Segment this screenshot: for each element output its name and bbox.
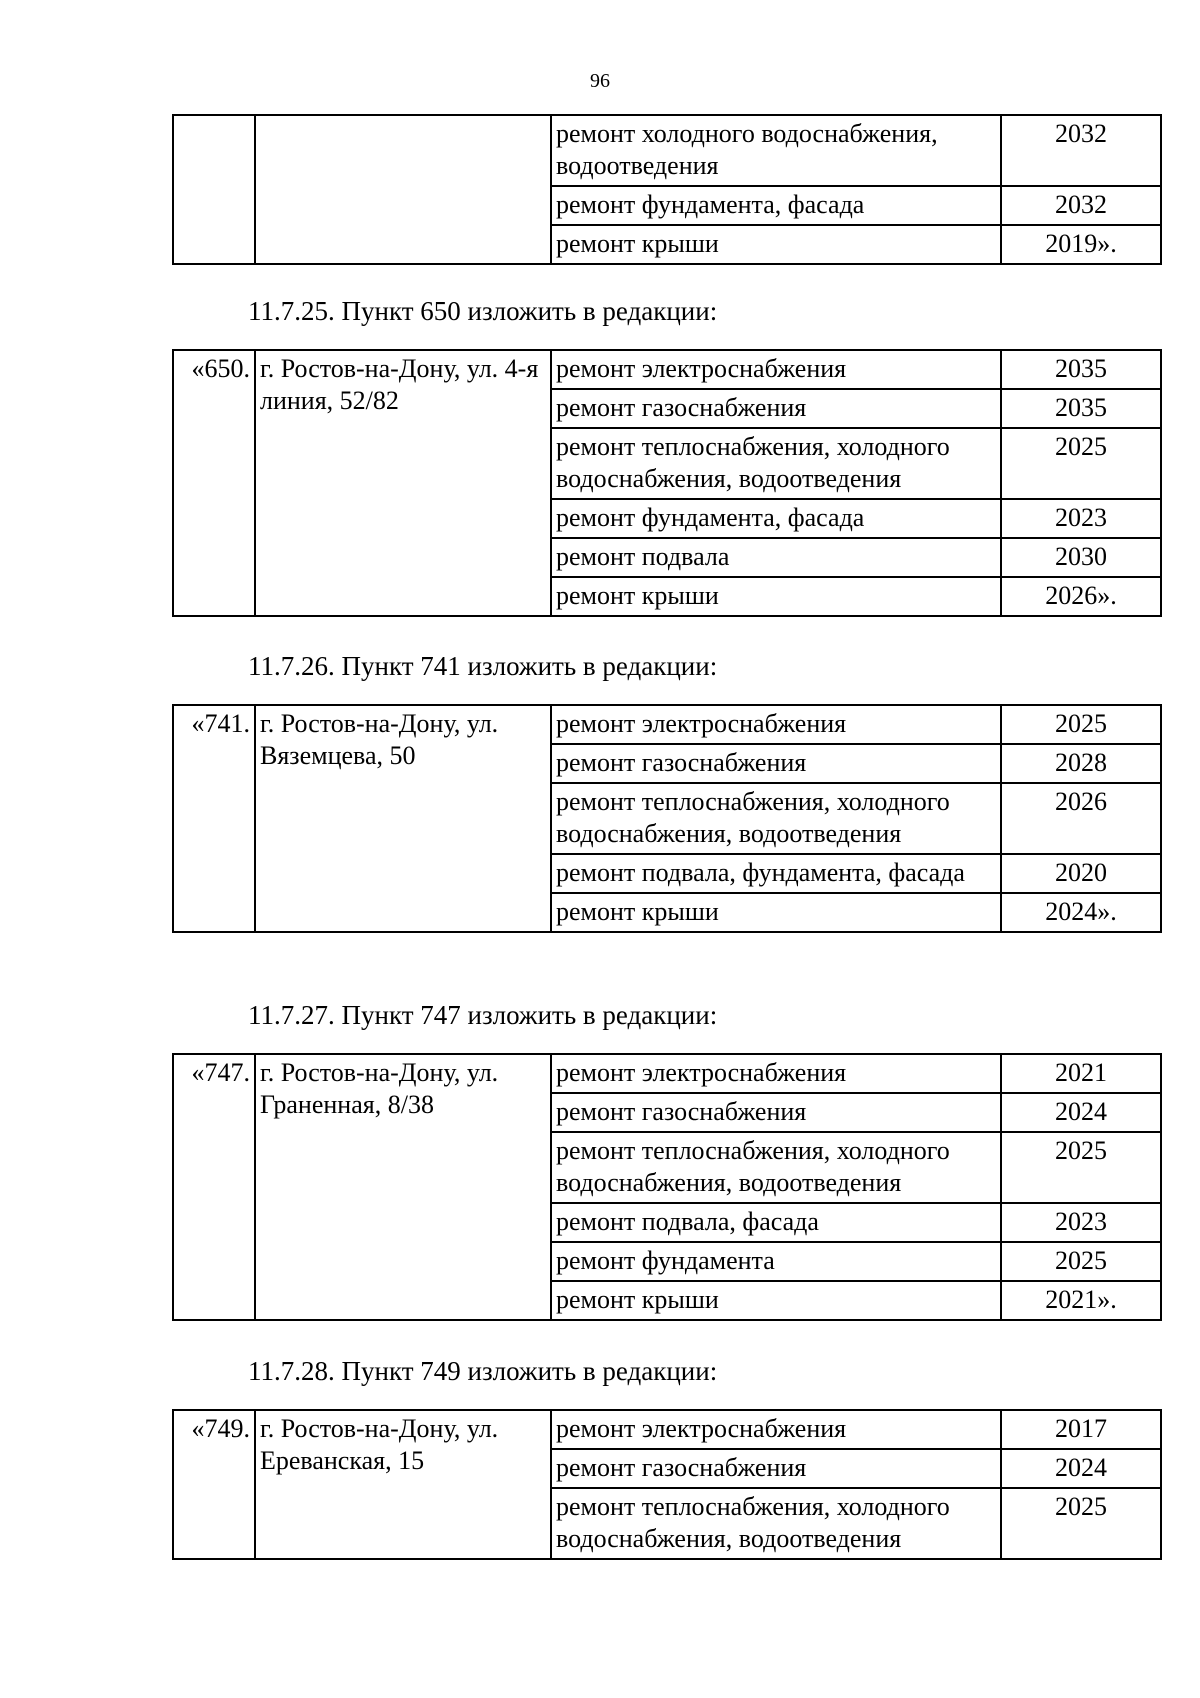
item-table [172, 349, 1162, 617]
year-text: 2019». [1045, 229, 1117, 258]
year-cell: 2026 [1001, 783, 1161, 854]
work-type-cell: ремонт крыши [551, 577, 1001, 616]
work-type-cell: ремонт газоснабжения [551, 1093, 1001, 1132]
item-table-block [172, 1053, 1160, 1321]
address-cell: г. Ростов-на-Дону, ул. Ереванская, 15 [255, 1410, 551, 1559]
work-type-cell: ремонт электроснабжения [551, 705, 1001, 744]
year-cell: 2025 [1001, 428, 1161, 499]
work-type-cell: ремонт холодного водоснабжения, водоотведения [551, 115, 1001, 186]
year-cell: 2021 [1001, 1054, 1161, 1093]
continuation-table-block [172, 114, 1160, 265]
work-type-cell: ремонт теплоснабжения, холодного водоснабжения, водоотведения [551, 1488, 1001, 1559]
year-text: 2026». [1045, 581, 1117, 610]
work-type-cell: ремонт подвала, фундамента, фасада [551, 854, 1001, 893]
year-cell: 2020 [1001, 854, 1161, 893]
item-number-cell [173, 115, 255, 264]
item-table [172, 1053, 1162, 1321]
year-cell [1001, 225, 1161, 264]
work-type-cell: ремонт крыши [551, 225, 1001, 264]
year-cell [1001, 1281, 1161, 1320]
item-table-block [172, 704, 1160, 933]
year-cell: 2030 [1001, 538, 1161, 577]
year-text: 2021». [1045, 1285, 1117, 1314]
work-type-cell: ремонт фундамента, фасада [551, 186, 1001, 225]
item-table-block [172, 1409, 1160, 1560]
address-cell: г. Ростов-на-Дону, ул. 4-я линия, 52/82 [255, 350, 551, 616]
work-type-cell: ремонт теплоснабжения, холодного водоснабжения, водоотведения [551, 1132, 1001, 1203]
work-type-cell: ремонт электроснабжения [551, 1054, 1001, 1093]
work-type-cell: ремонт фундамента [551, 1242, 1001, 1281]
year-cell: 2035 [1001, 350, 1161, 389]
section-heading: 11.7.25. Пункт 650 изложить в редакции: [248, 296, 718, 326]
item-number-cell: «741. [173, 705, 255, 932]
year-cell: 2025 [1001, 1132, 1161, 1203]
work-type-cell: ремонт теплоснабжения, холодного водоснабжения, водоотведения [551, 783, 1001, 854]
year-cell: 2024 [1001, 1093, 1161, 1132]
section-heading: 11.7.26. Пункт 741 изложить в редакции: [248, 651, 718, 681]
year-cell: 2024 [1001, 1449, 1161, 1488]
year-cell: 2017 [1001, 1410, 1161, 1449]
work-type-cell: ремонт подвала [551, 538, 1001, 577]
work-type-cell: ремонт газоснабжения [551, 744, 1001, 783]
year-cell: 2028 [1001, 744, 1161, 783]
work-type-cell: ремонт газоснабжения [551, 1449, 1001, 1488]
item-number-cell: «749. [173, 1410, 255, 1559]
year-cell [1001, 577, 1161, 616]
year-cell: 2023 [1001, 499, 1161, 538]
year-cell: 2023 [1001, 1203, 1161, 1242]
year-cell [1001, 893, 1161, 932]
item-table-block [172, 349, 1160, 617]
address-cell: г. Ростов-на-Дону, ул. Граненная, 8/38 [255, 1054, 551, 1320]
year-cell: 2032 [1001, 115, 1161, 186]
section-heading: 11.7.28. Пункт 749 изложить в редакции: [248, 1356, 718, 1386]
work-type-cell: ремонт подвала, фасада [551, 1203, 1001, 1242]
item-number-cell: «650. [173, 350, 255, 616]
table-row [173, 115, 1161, 186]
item-table [172, 704, 1162, 933]
work-type-cell: ремонт газоснабжения [551, 389, 1001, 428]
work-type-cell: ремонт крыши [551, 893, 1001, 932]
item-number-cell: «747. [173, 1054, 255, 1320]
address-cell [255, 115, 551, 264]
address-cell: г. Ростов-на-Дону, ул. Вяземцева, 50 [255, 705, 551, 932]
item-table [172, 1409, 1162, 1560]
year-cell: 2035 [1001, 389, 1161, 428]
section-heading: 11.7.27. Пункт 747 изложить в редакции: [248, 1000, 718, 1030]
work-type-cell: ремонт теплоснабжения, холодного водоснабжения, водоотведения [551, 428, 1001, 499]
work-type-cell: ремонт электроснабжения [551, 350, 1001, 389]
table-row [173, 350, 1161, 389]
table-row [173, 1054, 1161, 1093]
table-row [173, 1410, 1161, 1449]
page-number: 96 [590, 70, 610, 92]
work-type-cell: ремонт крыши [551, 1281, 1001, 1320]
year-cell: 2032 [1001, 186, 1161, 225]
year-text: 2024». [1045, 897, 1117, 926]
work-type-cell: ремонт фундамента, фасада [551, 499, 1001, 538]
table-row [173, 705, 1161, 744]
work-type-cell: ремонт электроснабжения [551, 1410, 1001, 1449]
continuation-table [172, 114, 1162, 265]
year-cell: 2025 [1001, 1488, 1161, 1559]
year-cell: 2025 [1001, 705, 1161, 744]
year-cell: 2025 [1001, 1242, 1161, 1281]
